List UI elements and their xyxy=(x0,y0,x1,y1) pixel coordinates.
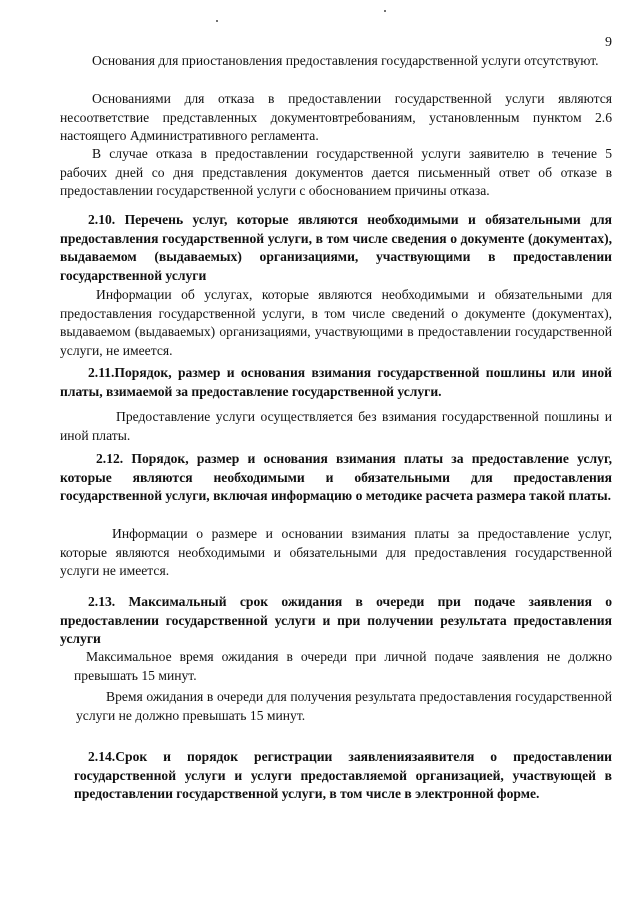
scan-speck xyxy=(216,20,218,22)
heading-2-14: 2.14.Срок и порядок регистрации заявлениязаявителя о предоставлении государственной услуги и услуги предоставляемой организацией, участвующей в предоставлении государственной услуги, в том числе в электронной форме. xyxy=(74,749,612,801)
paragraph-max-wait-submission: Максимальное время ожидания в очереди при личной подаче заявления не должно превышать 15 минут. xyxy=(74,649,612,683)
heading-2-13: 2.13. Максимальный срок ожидания в очереди при подаче заявления о предоставлении государственной услуги и при получении результата предоставления услуги xyxy=(60,594,612,646)
heading-2-10: 2.10. Перечень услуг, которые являются необходимыми и обязательными для предоставления государственной услуги, в том числе сведения о документе (документах), выдаваемом (выдаваемых) организациями, участвующими в предоставлении государственной услуги xyxy=(60,212,612,283)
paragraph-refusal-grounds: Основаниями для отказа в предоставлении государственной услуги являются несоответствие представленных документовтребованиям, установленным пунктом 2.6 настоящего Административного регламента. xyxy=(60,91,612,143)
paragraph-no-fee: Предоставление услуги осуществляется без взимания государственной пошлины и иной платы. xyxy=(60,409,612,443)
heading-2-11: 2.11.Порядок, размер и основания взимания государственной пошлины или иной платы, взимаемой за предоставление государственной услуги. xyxy=(60,365,612,399)
paragraph-refusal-notice: В случае отказа в предоставлении государственной услуги заявителю в течение 5 рабочих дней со дня представления документов дается письменный ответ об отказе в предоставлении государственной услуги с обоснованием причины отказа. xyxy=(60,146,612,198)
paragraph-services-info: Информации об услугах, которые являются необходимыми и обязательными для предоставления государственной услуги, в том числе сведений о документе (документах), выдаваемом (выдаваемых) организациями, участвующими в предоставлении государственной услуги, не имеется. xyxy=(60,287,612,358)
heading-2-12: 2.12. Порядок, размер и основания взимания платы за предоставление услуг, которые являются необходимыми и обязательными для предоставления государственной услуги, включая информацию о методике расчета размера такой платы. xyxy=(60,451,612,503)
paragraph-suspension-grounds: Основания для приостановления предоставления государственной услуги отсутствуют. xyxy=(92,53,599,68)
scan-speck xyxy=(384,10,386,12)
paragraph-fee-info: Информации о размере и основании взимания платы за предоставление услуг, которые являются необходимыми и обязательными для предоставления государственной услуги не имеется. xyxy=(60,526,612,578)
page-number: 9 xyxy=(605,35,612,50)
paragraph-max-wait-result: Время ожидания в очереди для получения результата предоставления государственной услуги не должно превышать 15 минут. xyxy=(76,689,612,723)
